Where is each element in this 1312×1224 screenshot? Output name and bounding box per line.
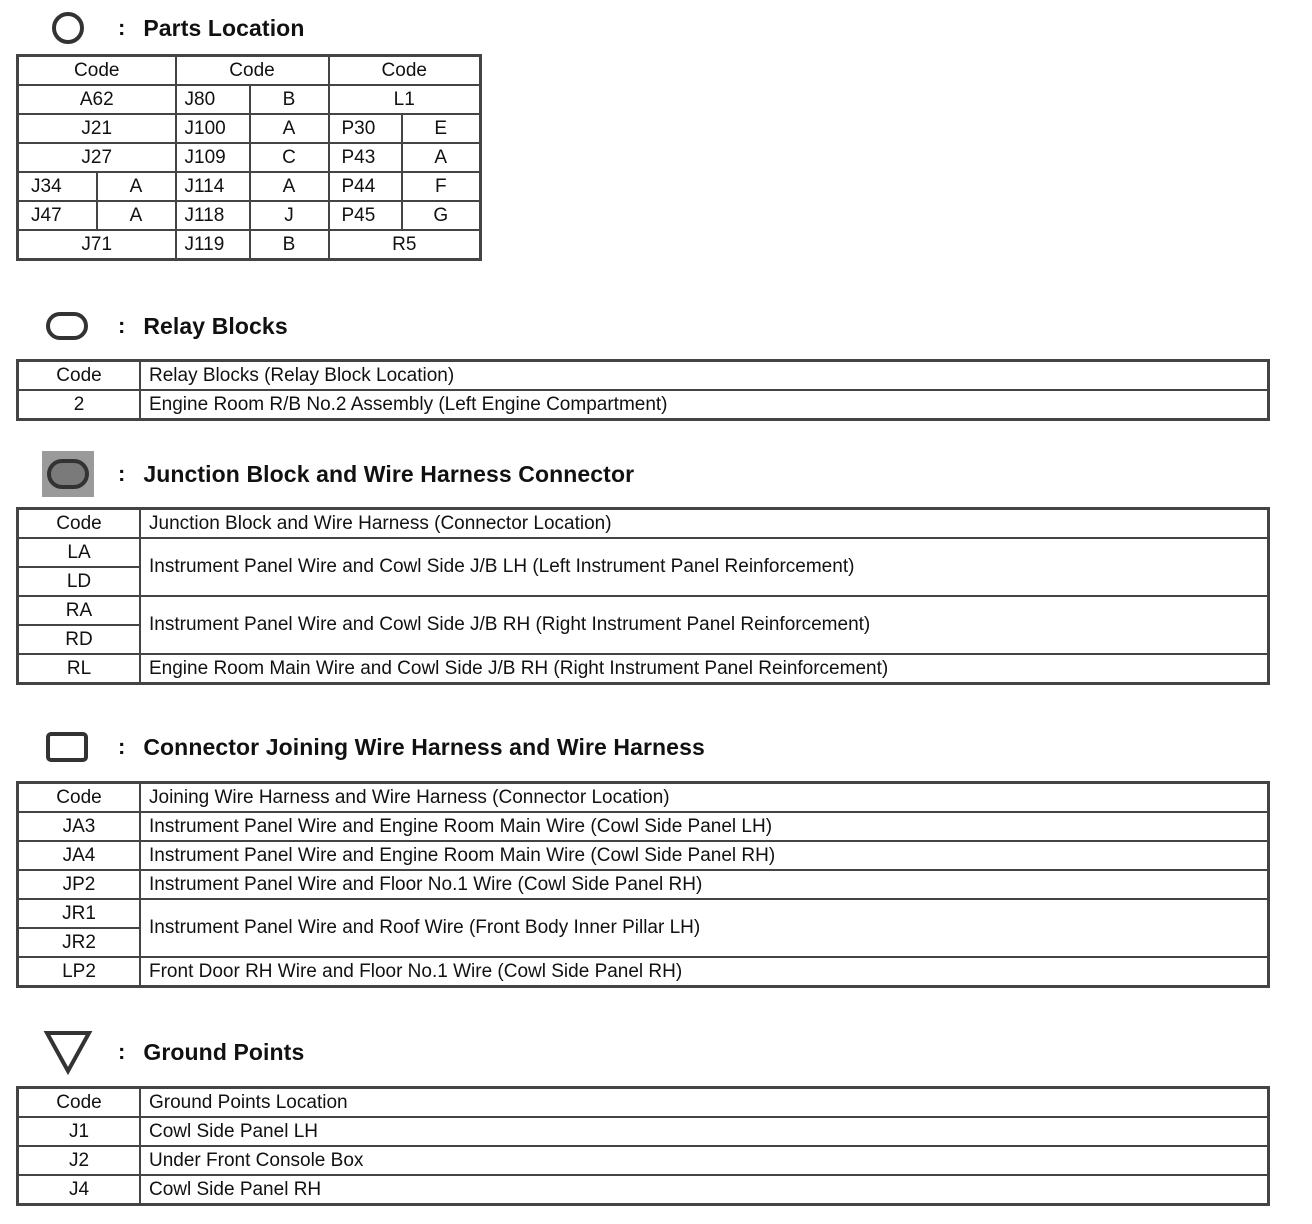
column-header-code: Code bbox=[18, 509, 141, 539]
connector-code: JR2 bbox=[18, 928, 141, 957]
column-header-location: Relay Blocks (Relay Block Location) bbox=[140, 361, 1269, 391]
junction-location: Engine Room Main Wire and Cowl Side J/B RH (Right Instrument Panel Reinforcement) bbox=[140, 654, 1269, 684]
table-row bbox=[18, 654, 1269, 684]
junction-block-header bbox=[38, 450, 634, 498]
junction-code: LD bbox=[18, 567, 141, 596]
section-title-relay-blocks: Relay Blocks bbox=[143, 312, 288, 339]
table-row bbox=[18, 85, 481, 114]
ground-location: Under Front Console Box bbox=[140, 1146, 1269, 1175]
connector-joining-header bbox=[38, 723, 705, 771]
circle-symbol-icon bbox=[38, 4, 98, 52]
part-code: J114 bbox=[176, 172, 250, 201]
table-row bbox=[18, 230, 481, 260]
column-header-code: Code bbox=[329, 56, 481, 86]
table-row bbox=[18, 114, 481, 143]
connector-code: JA4 bbox=[18, 841, 141, 870]
table-row bbox=[18, 957, 1269, 987]
ground-code: J1 bbox=[18, 1117, 141, 1146]
part-location-letter: E bbox=[402, 114, 481, 143]
part-code: P45 bbox=[329, 201, 402, 230]
table-row bbox=[18, 899, 1269, 928]
ground-code: J4 bbox=[18, 1175, 141, 1205]
column-header-location: Ground Points Location bbox=[140, 1088, 1269, 1118]
ground-code: J2 bbox=[18, 1146, 141, 1175]
relay-location: Engine Room R/B No.2 Assembly (Left Engine Compartment) bbox=[140, 390, 1269, 420]
table-row bbox=[18, 390, 1269, 420]
section-title-junction-block: Junction Block and Wire Harness Connector bbox=[143, 460, 635, 487]
table-row bbox=[18, 870, 1269, 899]
column-header-code: Code bbox=[18, 56, 176, 86]
section-title-connector-joining: Connector Joining Wire Harness and Wire Harness bbox=[143, 733, 705, 760]
connector-code: JR1 bbox=[18, 899, 141, 928]
column-header-location: Joining Wire Harness and Wire Harness (Connector Location) bbox=[140, 783, 1269, 813]
table-row bbox=[18, 841, 1269, 870]
table-row bbox=[18, 201, 481, 230]
part-code: J47 bbox=[18, 201, 97, 230]
part-code: J109 bbox=[176, 143, 250, 172]
part-location-letter: A bbox=[402, 143, 481, 172]
table-row bbox=[18, 1175, 1269, 1205]
junction-code: RL bbox=[18, 654, 141, 684]
rounded-rectangle-symbol-icon bbox=[38, 723, 98, 771]
part-code: R5 bbox=[329, 230, 481, 260]
ground-points-header bbox=[38, 1028, 304, 1076]
junction-location: Instrument Panel Wire and Cowl Side J/B LH (Left Instrument Panel Reinforcement) bbox=[140, 538, 1269, 596]
separator-colon: : bbox=[118, 734, 126, 759]
junction-code: LA bbox=[18, 538, 141, 567]
column-header-code: Code bbox=[176, 56, 329, 86]
part-code: L1 bbox=[329, 85, 481, 114]
part-code: J27 bbox=[18, 143, 176, 172]
connector-location: Instrument Panel Wire and Engine Room Main Wire (Cowl Side Panel RH) bbox=[140, 841, 1269, 870]
relay-blocks-header bbox=[38, 302, 288, 350]
part-code: J100 bbox=[176, 114, 250, 143]
table-header-row bbox=[18, 783, 1269, 813]
table-header-row bbox=[18, 1088, 1269, 1118]
part-location-letter: C bbox=[250, 143, 329, 172]
ground-location: Cowl Side Panel LH bbox=[140, 1117, 1269, 1146]
column-header-code: Code bbox=[18, 361, 141, 391]
connector-location: Instrument Panel Wire and Floor No.1 Wire (Cowl Side Panel RH) bbox=[140, 870, 1269, 899]
part-code: J118 bbox=[176, 201, 250, 230]
separator-colon: : bbox=[118, 461, 126, 486]
table-header-row bbox=[18, 56, 481, 86]
connector-code: JA3 bbox=[18, 812, 141, 841]
column-header-location: Junction Block and Wire Harness (Connector Location) bbox=[140, 509, 1269, 539]
connector-location: Instrument Panel Wire and Roof Wire (Front Body Inner Pillar LH) bbox=[140, 899, 1269, 957]
part-location-letter: B bbox=[250, 230, 329, 260]
part-location-letter: F bbox=[402, 172, 481, 201]
part-location-letter: B bbox=[250, 85, 329, 114]
table-row bbox=[18, 538, 1269, 567]
junction-code: RA bbox=[18, 596, 141, 625]
junction-code: RD bbox=[18, 625, 141, 654]
ground-points-table bbox=[16, 1086, 1270, 1206]
separator-colon: : bbox=[118, 313, 126, 338]
parts-location-header bbox=[38, 4, 304, 52]
table-row bbox=[18, 143, 481, 172]
connector-joining-table bbox=[16, 781, 1270, 988]
part-code: J80 bbox=[176, 85, 250, 114]
part-location-letter: A bbox=[97, 201, 176, 230]
connector-code: JP2 bbox=[18, 870, 141, 899]
part-code: P30 bbox=[329, 114, 402, 143]
table-row bbox=[18, 812, 1269, 841]
connector-location: Front Door RH Wire and Floor No.1 Wire (Cowl Side Panel RH) bbox=[140, 957, 1269, 987]
junction-location: Instrument Panel Wire and Cowl Side J/B RH (Right Instrument Panel Reinforcement) bbox=[140, 596, 1269, 654]
part-location-letter: A bbox=[250, 114, 329, 143]
table-row bbox=[18, 172, 481, 201]
separator-colon: : bbox=[118, 15, 126, 40]
part-code: A62 bbox=[18, 85, 176, 114]
table-header-row bbox=[18, 361, 1269, 391]
part-code: J71 bbox=[18, 230, 176, 260]
relay-code: 2 bbox=[18, 390, 141, 420]
part-location-letter: J bbox=[250, 201, 329, 230]
ground-location: Cowl Side Panel RH bbox=[140, 1175, 1269, 1205]
triangle-symbol-icon bbox=[38, 1028, 98, 1076]
rounded-oval-symbol-icon bbox=[38, 302, 98, 350]
table-row bbox=[18, 1117, 1269, 1146]
part-code: P43 bbox=[329, 143, 402, 172]
table-row bbox=[18, 1146, 1269, 1175]
part-code: P44 bbox=[329, 172, 402, 201]
table-row bbox=[18, 596, 1269, 625]
column-header-code: Code bbox=[18, 783, 141, 813]
part-location-letter: G bbox=[402, 201, 481, 230]
parts-location-table bbox=[16, 54, 482, 261]
table-header-row bbox=[18, 509, 1269, 539]
shaded-oval-symbol-icon bbox=[38, 450, 98, 498]
part-location-letter: A bbox=[250, 172, 329, 201]
part-code: J21 bbox=[18, 114, 176, 143]
junction-block-table bbox=[16, 507, 1270, 685]
connector-code: LP2 bbox=[18, 957, 141, 987]
section-title-parts-location: Parts Location bbox=[143, 14, 305, 41]
relay-blocks-table bbox=[16, 359, 1270, 421]
part-location-letter: A bbox=[97, 172, 176, 201]
column-header-code: Code bbox=[18, 1088, 141, 1118]
section-title-ground-points: Ground Points bbox=[143, 1038, 305, 1065]
part-code: J119 bbox=[176, 230, 250, 260]
part-code: J34 bbox=[18, 172, 97, 201]
connector-location: Instrument Panel Wire and Engine Room Main Wire (Cowl Side Panel LH) bbox=[140, 812, 1269, 841]
separator-colon: : bbox=[118, 1039, 126, 1064]
